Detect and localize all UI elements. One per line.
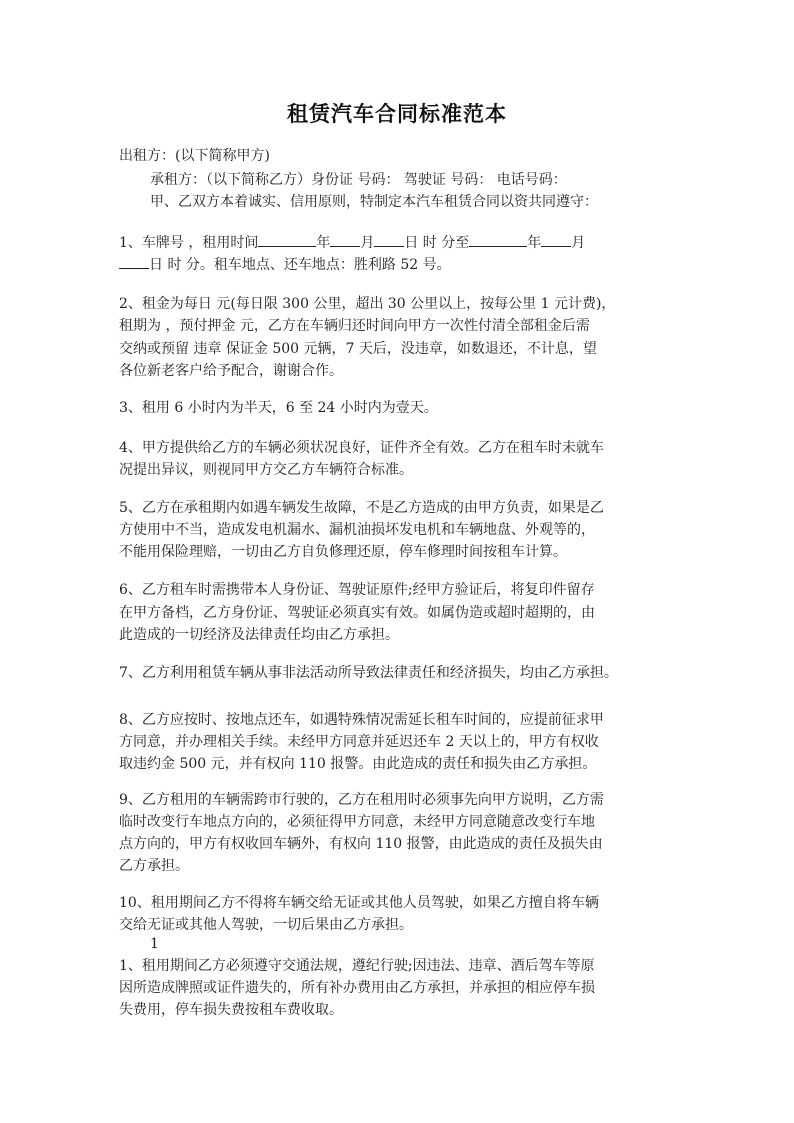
clause-9-line-3: 点方向的，甲方有权收回车辆外，有权向 110 报警，由此造成的责任及损失由 — [119, 836, 603, 852]
clause-6-line-1: 6、乙方租车时需携带本人身份证、驾驶证原件;经甲方验证后，将复印件留存 — [119, 582, 595, 598]
clause-1-text-a: 1、车牌号 ，租用时间 — [119, 235, 259, 251]
clause-10-line-2: 交给无证或其他人驾驶，一切后果由乙方承担。 — [119, 917, 413, 933]
clause-8-line-2: 方同意，并办理相关手续。未经甲方同意并延迟还车 2 天以上的，甲方有权收 — [119, 734, 599, 750]
clause-1-line-1 — [119, 232, 585, 253]
month-blank-1[interactable] — [330, 232, 360, 247]
day-blank-1[interactable] — [374, 232, 404, 247]
clause-2-line-4: 各位新老客户给予配合，谢谢合作。 — [119, 363, 343, 379]
clause-4-line-1: 4、甲方提供给乙方的车辆必须状况良好，证件齐全有效。乙方在租车时未就车 — [119, 440, 604, 456]
clause-7-line-1: 7、乙方利用租赁车辆从事非法活动所导致法律责任和经济损失，均由乙方承担。 — [119, 665, 618, 681]
clause-1-daytime-1: 日 时 分至 — [404, 235, 470, 251]
next-clause-line-3: 失费用，停车损失费按租车费收取。 — [119, 1002, 343, 1018]
clause-8-line-3: 取违约金 500 元，并有权向 110 报警。由此造成的责任和损失由乙方承担。 — [119, 756, 597, 772]
clause-6-line-2: 在甲方备档，乙方身份证、驾驶证必须真实有效。如属伪造或超时超期的，由 — [119, 605, 595, 621]
clause-9-line-4: 乙方承担。 — [119, 858, 189, 874]
next-clause-line-1: 1、租用期间乙方必须遵守交通法规，遵纪行驶;因违法、违章、酒后驾车等原 — [119, 958, 595, 974]
clause-9-line-1: 9、乙方租用的车辆需跨市行驶的，乙方在租用时必须事先向甲方说明，乙方需 — [119, 792, 604, 808]
clause-4-line-2: 况提出异议，则视同甲方交乙方车辆符合标准。 — [119, 462, 413, 478]
year-blank-2[interactable] — [469, 232, 527, 247]
lessor-line: 出租方：(以下简称甲方) — [119, 148, 270, 164]
year-blank-1[interactable] — [258, 232, 316, 247]
clause-5-line-2: 方使用中不当，造成发电机漏水、漏机油损坏发电机和车辆地盘、外观等的， — [119, 522, 595, 538]
clause-10-line-1: 10、租用期间乙方不得将车辆交给无证或其他人员驾驶，如果乙方擅自将车辆 — [119, 895, 599, 911]
clause-5-line-3: 不能用保险理赔，一切由乙方自负修理还原，停车修理时间按租车计算。 — [119, 544, 567, 560]
clause-2-line-3: 交纳或预留 违章 保证金 500 元辆，7 天后，没违章，如数退还，不计息，望 — [119, 341, 597, 357]
day-blank-2[interactable] — [119, 254, 149, 269]
clause-2-line-2: 租期为 ，预付押金 元，乙方在车辆归还时间向甲方一次性付清全部租金后需 — [119, 318, 590, 334]
clause-2-line-1: 2、租金为每日 元(每日限 300 公里，超出 30 公里以上，按每公里 1 元计费)， — [119, 296, 616, 312]
clause-1-year-1: 年 — [316, 235, 331, 251]
clause-1-text-b: 日 时 分。租车地点、还车地点：胜利路 52 号。 — [149, 257, 451, 273]
clause-1-month-1: 月 — [360, 235, 375, 251]
clause-8-line-1: 8、乙方应按时、按地点还车，如遇特殊情况需延长租车时间的，应提前征求甲 — [119, 712, 604, 728]
lessee-line: 承租方：（以下简称乙方）身份证 号码： 驾驶证 号码： 电话号码： — [150, 172, 567, 188]
clause-9-line-2: 临时改变行车地点方向的，必须征得甲方同意，未经甲方同意随意改变行车地 — [119, 814, 595, 830]
clause-1-month-2: 月 — [571, 235, 586, 251]
page-number: 1 — [150, 936, 159, 952]
document-title: 租赁汽车合同标准范本 — [287, 101, 507, 126]
clause-1-year-2: 年 — [527, 235, 542, 251]
preamble-line: 甲、乙双方本着诚实、信用原则，特制定本汽车租赁合同以资共同遵守： — [150, 194, 598, 210]
next-clause-line-2: 因所造成牌照或证件遗失的，所有补办费用由乙方承担，并承担的相应停车损 — [119, 980, 595, 996]
clause-6-line-3: 此造成的一切经济及法律责任均由乙方承担。 — [119, 627, 399, 643]
month-blank-2[interactable] — [541, 232, 571, 247]
clause-3-line-1: 3、租用 6 小时内为半天，6 至 24 小时内为壹天。 — [119, 400, 438, 416]
clause-1-line-2 — [119, 254, 451, 275]
clause-5-line-1: 5、乙方在承租期内如遇车辆发生故障，不是乙方造成的由甲方负责，如果是乙 — [119, 500, 604, 516]
